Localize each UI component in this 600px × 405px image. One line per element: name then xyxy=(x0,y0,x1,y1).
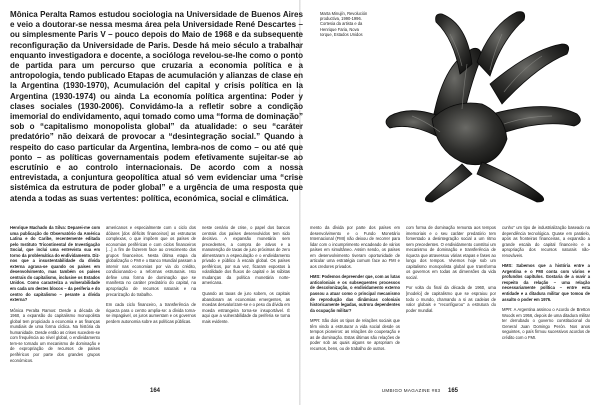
right-column-3 xyxy=(502,225,590,345)
interview-paragraph: com forma de dominação remonta aos tempos imemoriais e o seu caráter predatório tem fomentado a desintegração social a um ritmo sem precedentes. O endividamento constitui um mecanismo de dominação e transferência de riqueza que atravessou várias etapas e fases ao longo dos tempos. Vivemos hoje sob um capitalismo monopolista global que transforma os governos em todas as dimensões da vida social. xyxy=(406,225,496,280)
page-number-right: 165 xyxy=(447,388,458,394)
interview-paragraph: Por volta do final da década de 1960, uma [modelo] de capitalismo que se espraiou por todo o mundo, chamando a si as cadeias de valor globais e “reconfigurou” a estrutura do poder mundial. xyxy=(406,285,496,313)
sculpture-photo xyxy=(372,4,597,204)
image-caption: Marta Minujín, Revolución productiva, 1990-1996. Cortesia da artista e da Henrique Faria, Nova Iorque, Estados Unidos xyxy=(320,11,368,37)
magazine-name: UMBIGO MAGAZINE #83 xyxy=(381,388,441,393)
interview-paragraph: MPR: A Argentina assinou o Acordo de Bretton Woods em 1956, depois de uma ditadura militar ter derrubado o governo constitucional do General Juan Domingo Perón. Nos anos seguintes, o país firmou sucessivos acordos de crédito com o FMI. xyxy=(502,307,590,340)
right-column-2 xyxy=(406,225,496,318)
interview-paragraph: Mônica Peralta Ramos: Desde a década de 1960, a expansão do capitalismo monopolista global tem propiciado a economia e as finanças mundiais de uma forma cíclica. Na história da humanidade. Desde então as crises sucedem-se com frequência ao nível global, o endividamento tem-se tornado um mecanismo de dominação e de expropriação de recursos de países periféricos por parte dos grandes grupos económicos. xyxy=(10,307,100,363)
interview-paragraph: cunho” um tipo de industrialização baseado na dependência tecnológica. Quase em paralelo, após as fronteiras financeiras, a expansão a grande escala do capital financeiro e a apropriação dos recursos naturais não-renováveis. xyxy=(502,225,590,258)
page-number-left: 164 xyxy=(150,388,161,394)
interview-paragraph: Henrique Machado da Silva: Deparei-me com uma publicação do Observatório da América Latina e do Caribe, recentemente editada pelo Instituto Tricontinental de Investigação Social, que inclui uma entrevista sua em torno da problemática do endividamento. Diz-nos que a insustentabilidade da dívida externa agrava-se quando os países em desenvolvimento, mas também os países centrais do capitalismo, inclusive os Estados Unidos. Como caracteriza a vulnerabilidade em cada um destes blocos – da periferia e do centro do capitalismo – perante a dívida externa? xyxy=(10,225,100,303)
left-column-2 xyxy=(106,225,196,329)
left-column-3 xyxy=(202,225,290,329)
interview-question: HMS: Sabemos que a história entre a Argentina e o FMI conta com vários e profundos capítulos. Gostaria de a ouvir a respeito da relação – uma relação necessariamente política – entre esta entidade e a ditadura militar que tomou de assalto o poder em 1976. xyxy=(502,263,590,302)
interview-paragraph: Em cada ciclo financeiro, a transferência de riqueza para o centro amplia-se: a dívida torna-se impagável, os juros aumentam e os governos perdem autonomia sobre as políticas públicas. xyxy=(106,302,196,324)
intro-paragraph: Mônica Peralta Ramos estudou sociologia na Universidade de Buenos Aires e veio a doutorar-se nessa mesma área pela Universidade René Descartes – ou simplesmente Paris V – pouco depois do Maio de 1968 e da subsequente reconfiguração da Universidade de Paris. Desde há meio século a trabalhar enquanto investigadora e docente, a socióloga revelou-se-lhe como o ponto de partida para um percurso que cruzaria a economia política e a antropologia, tendo publicado Etapas de acumulación y alianzas de clase en la Argentina (1930-1970), Acumulación del capital y crisis política en la Argentina (1930-1974) ou ainda La economía política argentina: Poder y clases sociales (1930-2006). Convidámo-la a refletir sobre a condição imemorial do endividamento, aqui tomado como uma “forma de dominação” sob o “capitalismo monopolista global” da atualidade: o seu “caráter predatório” não deixará de provocar a “desintegração social.” Quando a respeito do caso particular da Argentina, lembra-nos de como – ou até que ponto – as políticas governamentais podem efetivamente sujeitar-se ao escrutínio e ao controlo internacionais. De acordo com a nossa entrevistada, a conjuntura geopolítica atual só vem evidenciar uma “crise sistémica da estrutura de poder global” e a urgência de uma resposta que atenda a todas as suas vertentes: política, económica, social e climática. xyxy=(10,10,303,203)
right-footer xyxy=(298,388,458,394)
interview-paragraph: MPR: São dois os tipos de relações sociais que têm vindo a estruturar a vida social desde os tempos pioneiros: as relações de cooperação e as de dominação. Estas últimas são relações de poder sob as quais alguns se apropriam de recursos, bens, ou de trabalho de outros. xyxy=(310,318,400,351)
interview-question: HMS: Podemos depreender que, com as lutas anticoloniais e os subsequentes processos de descolonização, o endividamento externo passou a atuar como o principal mecanismo de reprodução das dinâmicas coloniais historicamente legadas, outrora dependentes da ocupação militar? xyxy=(310,274,400,313)
interview-paragraph: americanos e especialmente com o ciclo dos dólares [dos déficits financeiros] as estruturas complexas, o que impõem que os países de economias periféricas e com ciclos financeiros […] a fim de fazerem face ao crescimento dos grupos financeiros. Nesta última etapa da globalização o FMI e o Banco Mundial passam a intervir nas economias por via do crédito, condicionando-o a reformas estruturais. Isto define uma forma de dominação que se manifesta no caráter predatório do capital, na apropriação de recursos naturais e na precarização do trabalho. xyxy=(106,225,196,297)
right-column-1 xyxy=(310,225,400,356)
left-column-1 xyxy=(10,225,100,368)
interview-paragraph: neste cenário de crise, o papel dos bancos centrais dos países desenvolvidos tem sido decisivo. A expansão monetária sem precedentes, a compra de ativos e a manutenção de taxas de juro próximas de zero alimentaram a especulação e o endividamento privado e público à escala global. Os países periféricos, por sua vez, ficaram expostos à volatilidade dos fluxos de capital e às súbitas mudanças da política monetária norte-americana. xyxy=(202,225,290,286)
interview-paragraph: Quando as taxas de juro sobem, os capitais abandonam as economias emergentes, as moedas desvalorizam-se e o peso da dívida em moeda estrangeira torna-se insuportável. É aqui que a vulnerabilidade da periferia se torna mais evidente. xyxy=(202,291,290,324)
interview-paragraph: mento da dívida por parte dos países em desenvolvimento e o Fundo Monetário Internacional (FMI) não deixou de recorrer para lidar com o incumprimento encadeado de vários países em simultâneo. Assim sendo, os países em desenvolvimento tiveram oportunidade de articular uma estratégia comum face ao FMI e aos credores privados. xyxy=(310,225,400,269)
